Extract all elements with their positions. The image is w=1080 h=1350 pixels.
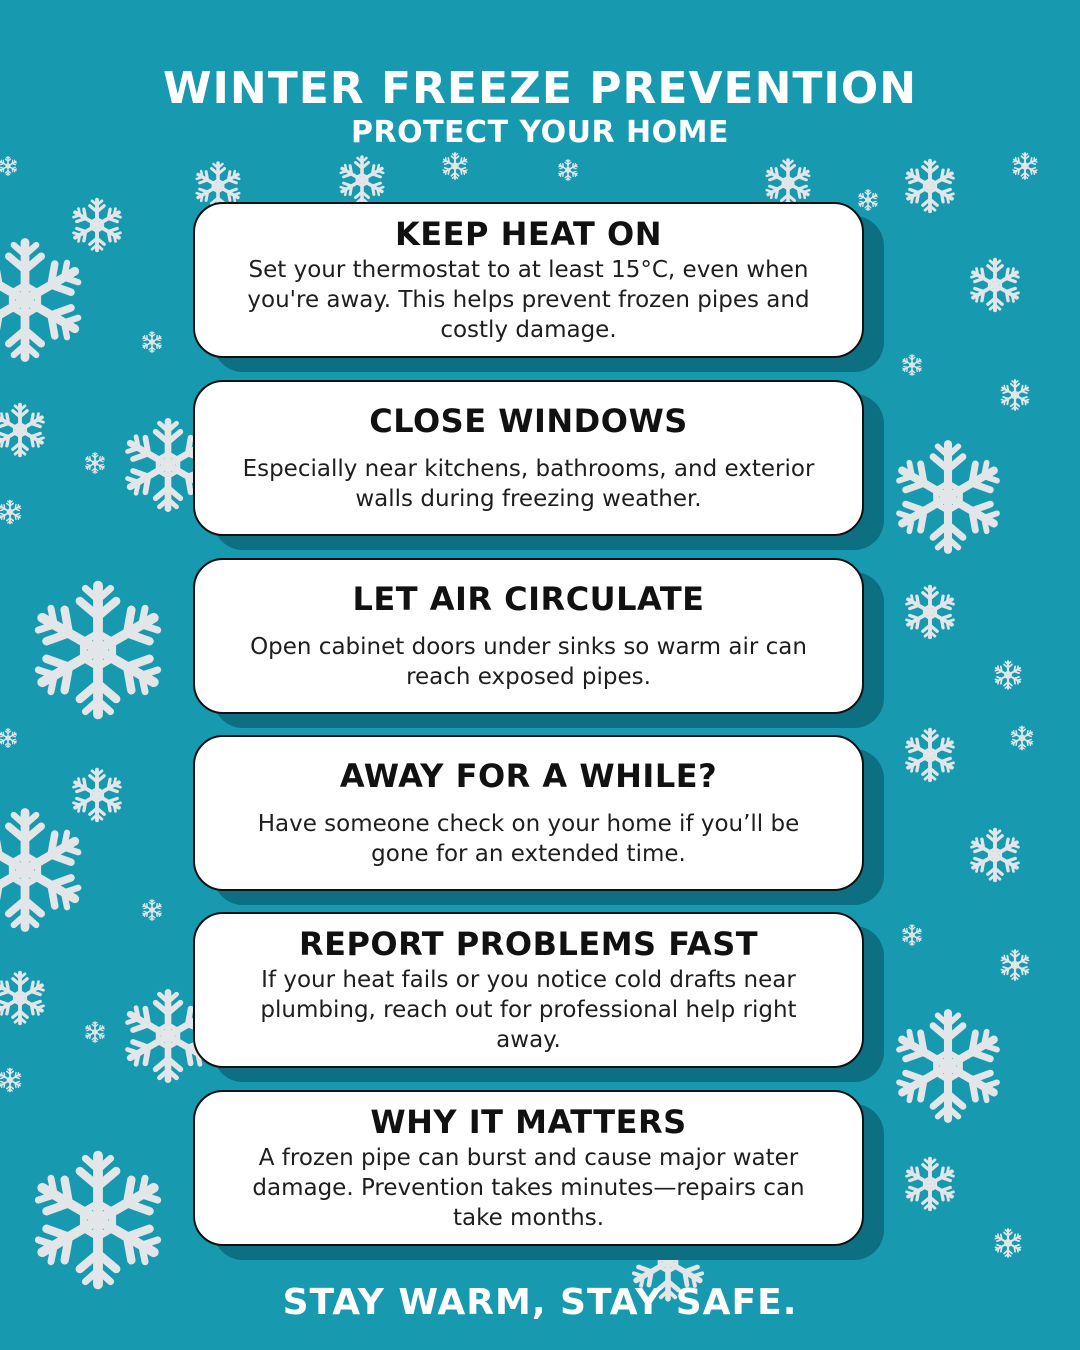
- card-title: LET AIR CIRCULATE: [352, 580, 705, 618]
- snowflake-icon: [142, 900, 162, 920]
- snowflake-icon: [339, 157, 385, 203]
- card-title: CLOSE WINDOWS: [369, 402, 688, 440]
- snowflake-icon: [142, 332, 162, 352]
- snowflake-icon: [558, 160, 578, 180]
- snowflake-icon: [0, 973, 45, 1024]
- snowflake-icon: [902, 925, 922, 945]
- snowflake-icon: [72, 200, 123, 251]
- card-title: WHY IT MATTERS: [370, 1103, 687, 1141]
- snowflake-icon: [0, 405, 45, 456]
- snowflake-icon: [72, 770, 123, 821]
- snowflake-icon: [994, 1229, 1022, 1257]
- snowflake-icon: [0, 243, 83, 358]
- snowflake-icon: [85, 1022, 105, 1042]
- tip-card-close-windows: [193, 380, 864, 536]
- card-title: AWAY FOR A WHILE?: [339, 757, 718, 795]
- snowflake-icon: [0, 813, 83, 928]
- snowflake-icon: [1000, 950, 1030, 979]
- card-body: If your heat fails or you notice cold drafts near plumbing, reach out for professional help right away.: [260, 967, 797, 1053]
- snowflake-icon: [994, 661, 1022, 689]
- footer-tagline: STAY WARM, STAY SAFE.: [282, 1282, 798, 1323]
- snowflake-icon: [905, 1159, 956, 1210]
- snowflake-icon: [1000, 380, 1030, 409]
- card-title: KEEP HEAT ON: [395, 215, 662, 253]
- tip-card-why-it-matters: [193, 1090, 864, 1246]
- snowflake-icon: [33, 586, 163, 715]
- card-body: Especially near kitchens, bathrooms, and exterior walls during freezing weather.: [242, 456, 815, 512]
- card-title: REPORT PROBLEMS FAST: [298, 925, 759, 963]
- snowflake-icon: [0, 157, 17, 175]
- snowflake-icon: [0, 729, 17, 747]
- snowflake-icon: [905, 161, 956, 212]
- page-subtitle: PROTECT YOUR HOME: [351, 115, 729, 150]
- snowflake-icon: [858, 190, 878, 210]
- tip-card-report-problems-fast: [193, 912, 864, 1068]
- card-body: Have someone check on your home if you’ll be gone for an extended time.: [257, 811, 800, 867]
- tip-card-keep-heat-on: [193, 202, 864, 358]
- page-title: WINTER FREEZE PREVENTION: [162, 63, 918, 114]
- snowflake-icon: [1012, 153, 1038, 179]
- snowflake-icon: [0, 1069, 22, 1092]
- tip-card-away-for-a-while: [193, 735, 864, 891]
- snowflake-icon: [33, 1156, 163, 1285]
- card-body: Set your thermostat to at least 15°C, even when you're away. This helps prevent frozen pipes and costly damage.: [247, 257, 810, 343]
- card-body: Open cabinet doors under sinks so warm air can reach exposed pipes.: [250, 634, 807, 690]
- snowflake-icon: [442, 153, 468, 179]
- snowflake-icon: [905, 730, 956, 781]
- snowflake-icon: [970, 830, 1021, 881]
- card-body: A frozen pipe can burst and cause major water damage. Prevention takes minutes—repairs can take months.: [252, 1145, 805, 1231]
- snowflake-icon: [902, 355, 922, 375]
- snowflake-icon: [0, 501, 22, 524]
- snowflake-icon: [1010, 727, 1033, 750]
- snowflake-icon: [895, 1013, 1002, 1119]
- snowflake-icon: [905, 587, 956, 638]
- snowflake-icon: [765, 160, 811, 206]
- snowflake-icon: [85, 453, 105, 473]
- tip-card-let-air-circulate: [193, 558, 864, 714]
- snowflake-icon: [895, 444, 1002, 550]
- snowflake-icon: [970, 260, 1021, 311]
